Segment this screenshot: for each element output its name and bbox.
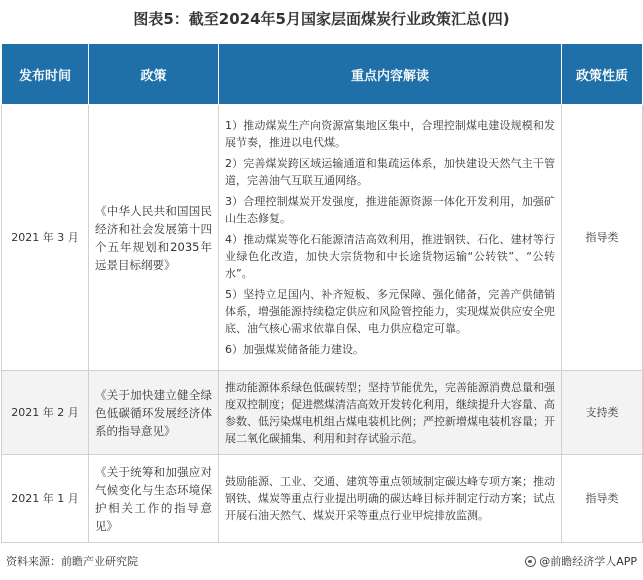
source-note: 资料来源：前瞻产业研究院 [6, 555, 138, 568]
row-date: 2021 年 3 月 [2, 105, 89, 371]
row-nature: 指导类 [562, 105, 643, 371]
content-point: 鼓励能源、工业、交通、建筑等重点领域制定碳达峰专项方案；推动钢铁、煤炭等重点行业提出明确的碳达峰目标并制定行动方案；试点开展石油天然气、煤炭开采等重点行业甲烷排放监测。 [225, 475, 555, 522]
brand-credit [525, 553, 637, 569]
content-point: 推动能源体系绿色低碳转型；坚持节能优先，完善能源消费总量和强度双控制度；促进燃煤清洁高效开发转化利用，继续提升大容量、高参数、低污染煤电机组占煤电装机比例；严控新增煤电装机容量；开展二氧化碳捕集、利用和封存试验示范。 [225, 380, 555, 445]
brand-label: @前瞻经济学人APP [539, 555, 637, 568]
row-nature: 指导类 [562, 455, 643, 543]
content-point: 5）坚持立足国内、补齐短板、多元保障、强化储备，完善产供储销体系，增强能源持续稳定供应和风险管控能力，实现煤炭供应安全兜底、油气核心需求依靠自保、电力供应稳定可靠。 [225, 288, 555, 335]
weibo-icon [525, 556, 536, 567]
header-date: 发布时间 [2, 44, 89, 105]
content-point: 3）合理控制煤炭开发强度，推进能源资源一体化开发利用，加强矿山生态修复。 [225, 195, 555, 225]
table-row [2, 371, 643, 455]
header-nature: 政策性质 [562, 44, 643, 105]
content-point: 6）加强煤炭储备能力建设。 [225, 343, 364, 356]
row-content [219, 455, 562, 543]
header-policy: 政策 [89, 44, 219, 105]
table-row [2, 455, 643, 543]
content-point: 4）推动煤炭等化石能源清洁高效利用，推进钢铁、石化、建材等行业绿色化改造，加快大宗货物和中长途货物运输“公转铁”、“公转水”。 [225, 233, 555, 280]
content-point: 1）推动煤炭生产向资源富集地区集中，合理控制煤电建设规模和发展节奏，推进以电代煤。 [225, 119, 555, 149]
row-policy: 《关于统筹和加强应对气候变化与生态环境保护相关工作的指导意见》 [89, 455, 219, 543]
table-row [2, 105, 643, 371]
row-policy: 《中华人民共和国国民经济和社会发展第十四个五年规划和2035年远景目标纲要》 [89, 105, 219, 371]
content-point: 2）完善煤炭跨区域运输通道和集疏运体系，加快建设天然气主干管道，完善油气互联互通网络。 [225, 157, 555, 187]
row-date: 2021 年 2 月 [2, 371, 89, 455]
table-header-row [2, 44, 643, 105]
row-policy: 《关于加快建立健全绿色低碳循环发展经济体系的指导意见》 [89, 371, 219, 455]
row-nature: 支持类 [562, 371, 643, 455]
policy-table [1, 43, 643, 543]
header-content: 重点内容解读 [219, 44, 562, 105]
page-title: 图表5：截至2024年5月国家层面煤炭行业政策汇总(四) [133, 10, 510, 28]
row-date: 2021 年 1 月 [2, 455, 89, 543]
row-content [219, 105, 562, 371]
row-content [219, 371, 562, 455]
